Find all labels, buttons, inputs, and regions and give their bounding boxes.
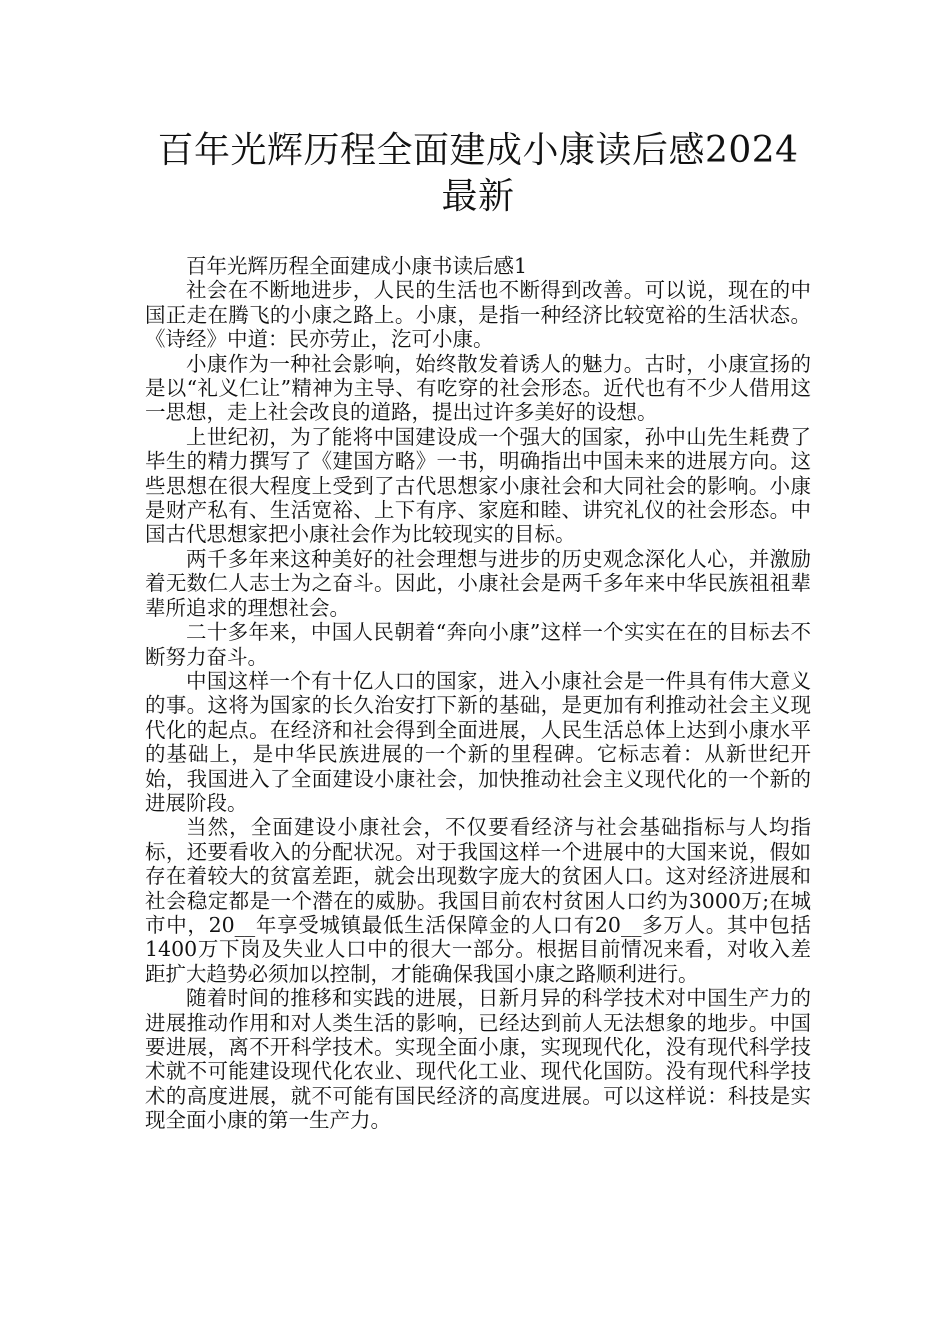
paragraph-subtitle: 百年光辉历程全面建成小康书读后感1 [186, 254, 528, 278]
document-title: 百年光辉历程全面建成小康读后感2024最新 [157, 130, 799, 217]
paragraph: 中国这样一个有十亿人口的国家，进入小康社会是一件具有伟大意义的事。这将为国家的长久治安打下新的基础，是更加有利推动社会主义现代化的起点。在经济和社会得到全面进展，人民生活总体上达到小康水平的基础上，是中华民族进展的一个新的里程碑。它标志着：从新世纪开始，我国进入了全面建设小康社会，加快推动社会主义现代化的一个新的进展阶段。 [145, 668, 811, 815]
paragraph: 随着时间的推移和实践的进展，日新月异的科学技术对中国生产力的进展推动作用和对人类生活的影响，已经达到前人无法想象的地步。中国要进展，离不开科学技术。实现全面小康，实现现代化，没有现代科学技术就不可能建设现代化农业、现代化工业、现代化国防。没有现代科学技术的高度进展，就不可能有国民经济的高度进展。可以这样说：科技是实现全面小康的第一生产力。 [145, 986, 811, 1133]
document-page [145, 128, 811, 1133]
paragraph: 二十多年来，中国人民朝着“奔向小康”这样一个实实在在的目标去不断努力奋斗。 [145, 620, 811, 669]
paragraph: 小康作为一种社会影响，始终散发着诱人的魅力。古时，小康宣扬的是以“礼义仁让”精神为主导、有吃穿的社会形态。近代也有不少人借用这一思想，走上社会改良的道路，提出过许多美好的设想。 [145, 351, 811, 425]
paragraph: 当然，全面建设小康社会，不仅要看经济与社会基础指标与人均指标，还要看收入的分配状况。对于我国这样一个进展中的大国来说，假如存在着较大的贫富差距，就会出现数字庞大的贫困人口。这对经济进展和社会稳定都是一个潜在的威胁。我国目前农村贫困人口约为3000万;在城市中，20__年享受城镇最低生活保障金的人口有20__多万人。其中包括1400万下岗及失业人口中的很大一部分。根据目前情况来看，对收入差距扩大趋势必须加以控制，才能确保我国小康之路顺利进行。 [145, 815, 811, 986]
paragraph: 社会在不断地进步，人民的生活也不断得到改善。可以说，现在的中国正走在腾飞的小康之路上。小康，是指一种经济比较宽裕的生活状态。《诗经》中道：民亦劳止，汔可小康。 [145, 278, 811, 352]
document-body [145, 254, 811, 1133]
paragraph: 上世纪初，为了能将中国建设成一个强大的国家，孙中山先生耗费了毕生的精力撰写了《建国方略》一书，明确指出中国未来的进展方向。这些思想在很大程度上受到了古代思想家小康社会和大同社会的影响。小康是财产私有、生活宽裕、上下有序、家庭和睦、讲究礼仪的社会形态。中国古代思想家把小康社会作为比较现实的目标。 [145, 424, 811, 547]
paragraph: 两千多年来这种美好的社会理想与进步的历史观念深化人心，并激励着无数仁人志士为之奋斗。因此，小康社会是两千多年来中华民族祖祖辈辈所追求的理想社会。 [145, 546, 811, 620]
